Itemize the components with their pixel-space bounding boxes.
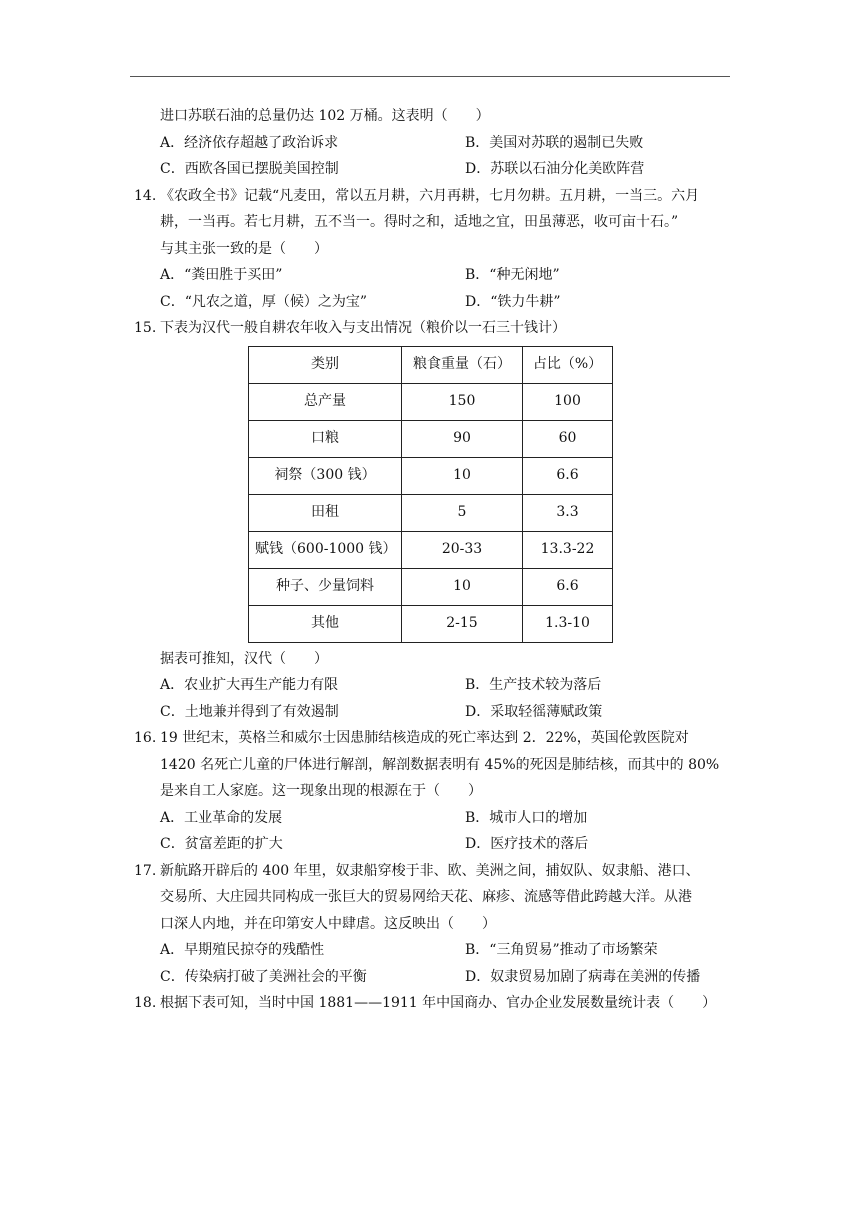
table-cell: 田租: [249, 494, 402, 531]
question-16: [134, 725, 740, 858]
question-18-number: 18.: [134, 995, 157, 1011]
question-18-stem: 根据下表可知，当时中国 1881——1911 年中国商办、官办企业发展数量统计表（ ）: [160, 995, 717, 1011]
question-16-stem-line-2: 1420 名死亡儿童的尸体进行解剖，解剖数据表明有 45%的死因是肺结核，而其中的 80%: [160, 756, 720, 773]
question-17-options-row-2: [160, 964, 740, 991]
question-14-option-b[interactable]: B．“种无闲地”: [465, 267, 560, 283]
question-17-option-a[interactable]: A．早期殖民掠夺的残酷性: [160, 942, 325, 958]
question-16-option-c[interactable]: C．贫富差距的扩大: [160, 836, 283, 852]
question-14: [134, 183, 740, 316]
table-cell: 口粮: [249, 420, 402, 457]
question-15-prompt: 据表可推知，汉代（ ）: [160, 650, 328, 667]
question-15-number: 15.: [134, 320, 157, 336]
question-15-option-a[interactable]: A．农业扩大再生产能力有限: [160, 677, 339, 693]
question-14-options-row-1: [160, 262, 740, 289]
question-13-option-c[interactable]: C．西欧各国已摆脱美国控制: [160, 161, 339, 177]
question-15-option-c[interactable]: C．土地兼并得到了有效遏制: [160, 703, 339, 720]
question-17-options-row-1: [160, 937, 740, 964]
header-rule: [130, 76, 730, 77]
question-15: [134, 315, 740, 725]
question-14-stem-line-1: 《农政全书》记载“凡麦田，常以五月耕，六月再耕，七月勿耕。五月耕，一当三。六月: [160, 187, 700, 204]
question-15-stem: 下表为汉代一般自耕农年收入与支出情况（粮价以一石三十钱计）: [160, 320, 566, 336]
question-17-stem-line-3: 口深人内地，并在印第安人中肆虐。这反映出（ ）: [160, 915, 496, 932]
question-16-option-b[interactable]: B．城市人口的增加: [465, 809, 588, 826]
table-cell: 20-33: [402, 531, 523, 568]
table-cell: 祠祭（300 钱）: [249, 457, 402, 494]
table-cell: 13.3-22: [523, 531, 613, 568]
question-13-option-b[interactable]: B．美国对苏联的遏制已失败: [465, 134, 644, 151]
question-13-options-row-1: [160, 130, 740, 157]
question-13: [160, 103, 740, 183]
question-16-option-a[interactable]: A．工业革命的发展: [160, 809, 283, 826]
question-14-number: 14.: [134, 187, 157, 204]
table-cell: 3.3: [523, 494, 613, 531]
question-14-stem-line-2: 耕，一当再。若七月耕，五不当一。得时之和，适地之宜，田虽薄恶，收可亩十石。”: [160, 214, 679, 230]
question-13-option-a[interactable]: A．经济依存超越了政治诉求: [160, 134, 339, 151]
question-13-options-row-2: [160, 156, 740, 183]
question-16-stem-line-3: 是来自工人家庭。这一现象出现的根源在于（ ）: [160, 783, 482, 799]
question-17-option-c[interactable]: C．传染病打破了美洲社会的平衡: [160, 968, 367, 985]
question-14-option-d[interactable]: D．“铁力牛耕”: [465, 293, 561, 310]
question-15-option-d[interactable]: D．采取轻徭薄赋政策: [465, 703, 603, 720]
question-16-number: 16.: [134, 730, 157, 746]
question-16-options-row-1: [160, 805, 740, 832]
table-cell: 90: [402, 420, 523, 457]
question-16-options-row-2: [160, 831, 740, 858]
table-cell: 1.3-10: [523, 605, 613, 642]
question-13-stem: 进口苏联石油的总量仍达 102 万桶。这表明（ ）: [160, 108, 490, 124]
table-cell: 100: [523, 383, 613, 420]
question-17-stem-line-2: 交易所、大庄园共同构成一张巨大的贸易网给天花、麻疹、流感等借此跨越大洋。从港: [160, 889, 692, 905]
table-cell: 赋钱（600-1000 钱）: [249, 531, 402, 568]
table-cell: 150: [402, 383, 523, 420]
table-cell: 2-15: [402, 605, 523, 642]
table-header-row: [249, 346, 613, 383]
table-row: [249, 568, 613, 605]
question-17-option-d[interactable]: D．奴隶贸易加剧了病毒在美洲的传播: [465, 968, 701, 985]
income-expense-table: [248, 346, 613, 643]
table-cell: 10: [402, 568, 523, 605]
question-15-options-row-2: [160, 699, 740, 726]
question-17-number: 17.: [134, 862, 157, 879]
table-row: [249, 494, 613, 531]
table-row: [249, 531, 613, 568]
question-16-option-d[interactable]: D．医疗技术的落后: [465, 836, 589, 852]
question-15-options-row-1: [160, 672, 740, 699]
question-14-option-c[interactable]: C．“凡农之道，厚（候）之为宝”: [160, 293, 368, 310]
table-cell: 6.6: [523, 457, 613, 494]
question-14-stem-line-3: 与其主张一致的是（ ）: [160, 240, 328, 257]
table-cell: 其他: [249, 605, 402, 642]
question-17: [134, 858, 740, 991]
table-cell: 6.6: [523, 568, 613, 605]
table-header-cell: 类别: [249, 346, 402, 383]
table-row: [249, 420, 613, 457]
table-header-cell: 占比（%）: [523, 346, 613, 383]
question-18: [134, 990, 740, 1017]
exam-content: [134, 103, 740, 1017]
table-cell: 总产量: [249, 383, 402, 420]
question-17-stem-line-1: 新航路开辟后的 400 年里，奴隶船穿梭于非、欧、美洲之间，捕奴队、奴隶船、港口、: [160, 862, 700, 879]
question-14-options-row-2: [160, 289, 740, 316]
question-14-option-a[interactable]: A．“粪田胜于买田”: [160, 267, 283, 283]
question-13-option-d[interactable]: D．苏联以石油分化美欧阵营: [465, 161, 645, 177]
table-row: [249, 383, 613, 420]
table-cell: 60: [523, 420, 613, 457]
table-row: [249, 605, 613, 642]
question-17-option-b[interactable]: B．“三角贸易”推动了市场繁荣: [465, 942, 658, 958]
table-cell: 种子、少量饲料: [249, 568, 402, 605]
table-header-cell: 粮食重量（石）: [402, 346, 523, 383]
question-16-stem-line-1: 19 世纪末，英格兰和威尔士因患肺结核造成的死亡率达到 2．22%，英国伦敦医院对: [160, 730, 689, 746]
question-15-option-b[interactable]: B．生产技术较为落后: [465, 677, 602, 693]
table-cell: 10: [402, 457, 523, 494]
table-row: [249, 457, 613, 494]
table-cell: 5: [402, 494, 523, 531]
